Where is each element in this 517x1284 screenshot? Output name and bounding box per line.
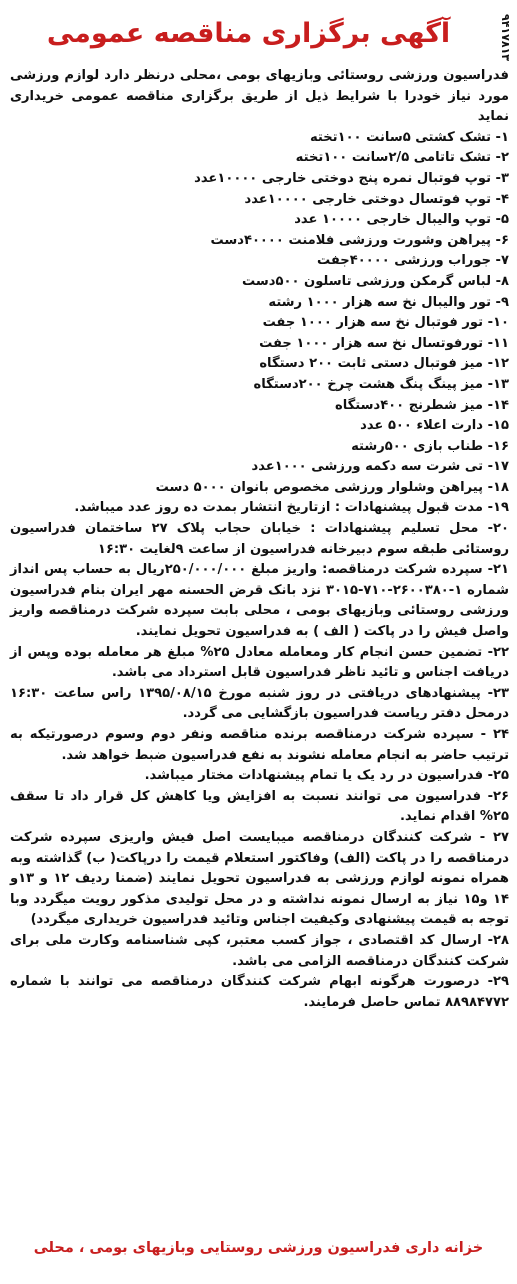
notice-body	[10, 66, 509, 1013]
list-item: ۴- توپ فوتسال دوختی خارجی ۱۰۰۰۰عدد	[244, 191, 509, 207]
list-item: ۶- پیراهن وشورت ورزشی فلامنت ۴۰۰۰۰دست	[210, 232, 509, 248]
condition-paragraph: ۲۵- فدراسیون در رد یک یا تمام پیشنهادات مختار میباشد.	[144, 768, 509, 784]
list-item: ۱۶- طناب بازی ۵۰۰رشته	[351, 438, 509, 454]
list-item: ۱۴- میز شطرنج ۴۰۰دستگاه	[334, 397, 509, 413]
condition-paragraph: ۲۱- سپرده شرکت درمناقصه: واریز مبلغ ۲۵۰/۰۰۰/۰۰۰ریال به حساب پس انداز شماره ۱-۲۶۰۰۳۸۰-۷۱۰-۳۰۱۵ نزد بانک قرض الحسنه مهر ایران بنام فدراسیون ورزشی روستائی وبازیهای بومی ، محلی بابت سپرده شرکت درمناقصه واریز واصل فیش را در پاکت ( الف ) به فدراسیون تحویل نمایند.	[10, 562, 509, 640]
condition-paragraph: ۲۶- فدراسیون می توانند نسبت به افزایش ویا کاهش کل قرار داد تا سقف ۲۵% اقدام نماید.	[10, 788, 509, 825]
list-item: ۲- تشک تاتامی ۲/۵سانت ۱۰۰تخته	[295, 150, 509, 166]
list-item: ۷- جوراب ورزشی ۴۰۰۰۰جفت	[317, 253, 509, 269]
list-item: ۱۷- تی شرت سه دکمه ورزشی ۱۰۰۰عدد	[251, 459, 509, 475]
condition-paragraph: ۲۹- درصورت هرگونه ابهام شرکت کنندگان درمناقصه می توانند با شماره ۸۸۹۸۴۷۷۲ تماس حاصل فرمایند.	[10, 974, 509, 1010]
condition-paragraph: ۲۲- تضمین حسن انجام کار ومعامله معادل ۲۵% مبلغ هر معامله بوده وپس از دریافت اجناس و تائید ناظر فدراسیون قابل استرداد می باشد.	[10, 644, 509, 681]
list-item: ۳- توپ فوتبال نمره پنج دوختی خارجی ۱۰۰۰۰عدد	[194, 170, 509, 186]
issuer-footer: خزانه داری فدراسیون ورزشی روستایی وبازیهای بومی ، محلی	[33, 1240, 484, 1256]
list-item: ۹- تور والیبال نخ سه هزار ۱۰۰۰ رشته	[268, 294, 509, 310]
list-item: ۱۸- پیراهن وشلوار ورزشی مخصوص بانوان ۵۰۰۰ دست	[155, 479, 509, 495]
conditions	[10, 498, 509, 1013]
list-item: ۱۱- تورفوتسال نخ سه هزار ۱۰۰۰ جفت	[259, 335, 509, 351]
list-item: ۵- توپ والیبال خارجی ۱۰۰۰۰ عدد	[294, 212, 509, 228]
list-item: ۱۵- دارت اعلاء ۵۰۰ عدد	[360, 418, 509, 434]
ad-number: ۹۴۱۷۸۱۳	[499, 14, 512, 61]
condition-paragraph: ۲۴ - سپرده شرکت درمناقصه برنده مناقصه ونفر دوم وسوم درصورتیکه به ترتیب حاضر به انجام معامله نشوند به نفع فدراسیون ضبط خواهد شد.	[10, 727, 509, 763]
notice-title: آگهی برگزاری مناقصه عمومی	[46, 18, 451, 49]
items-list	[10, 128, 509, 499]
condition-paragraph: ۲۰- محل تسلیم پیشنهادات : خیابان حجاب پلاک ۲۷ ساختمان فدراسیون روستائی طبقه سوم دبیرخانه فدراسیون از ساعت ۹لغایت ۱۶:۳۰	[10, 521, 509, 557]
notice-header	[10, 4, 512, 66]
condition-paragraph: ۱۹- مدت قبول پیشنهادات : ازتاریخ انتشار بمدت ده روز عدد میباشد.	[74, 500, 509, 516]
condition-paragraph: ۲۸- ارسال کد اقتصادی ، جواز کسب معتبر، کپی شناسنامه وکارت ملی برای شرکت کنندگان درمناقصه الزامی می باشد.	[10, 932, 509, 969]
intro-paragraph: فدراسیون ورزشی روستائی وبازیهای بومی ،محلی درنظر دارد لوازم ورزشی مورد نیاز خودرا با شرایط ذیل از طریق برگزاری مناقصه عمومی خریداری نماید	[10, 68, 509, 125]
list-item: ۸- لباس گرمکن ورزشی تاسلون ۵۰۰دست	[242, 273, 509, 289]
list-item: ۱۲- میز فوتبال دستی ثابت ۲۰۰ دستگاه	[259, 356, 509, 372]
list-item: ۱۰- تور فوتبال نخ سه هزار ۱۰۰۰ جفت	[262, 315, 509, 331]
list-item: ۱- تشک کشتی ۵سانت ۱۰۰تخته	[309, 129, 509, 145]
list-item: ۱۳- میز پینگ پنگ هشت چرخ ۲۰۰دستگاه	[253, 376, 509, 392]
condition-paragraph: ۲۷ - شرکت کنندگان درمناقصه میبایست اصل فیش واریزی سپرده شرکت درمناقصه را در پاکت (الف) وفاکتور استعلام قیمت را درپاکت( ب) گذاشته وبه همراه نمونه لوازم ورزشی به فدراسیون تحویل نمایند (ضمنا ردیف ۱۲ و ۱۳و ۱۴ و۱۵ نیاز به ارسال نمونه نداشته و در محل تولیدی مذکور رویت میگردد وبا توجه به قیمت پیشنهادی وکیفیت اجناس وتائید فدراسیون خریداری میگردد)	[10, 829, 510, 928]
condition-paragraph: ۲۳- پیشنهادهای دریافتی در روز شنبه مورخ ۱۳۹۵/۰۸/۱۵ راس ساعت ۱۶:۳۰ درمحل دفتر ریاست فدراسیون بازگشایی می گردد.	[10, 685, 509, 722]
